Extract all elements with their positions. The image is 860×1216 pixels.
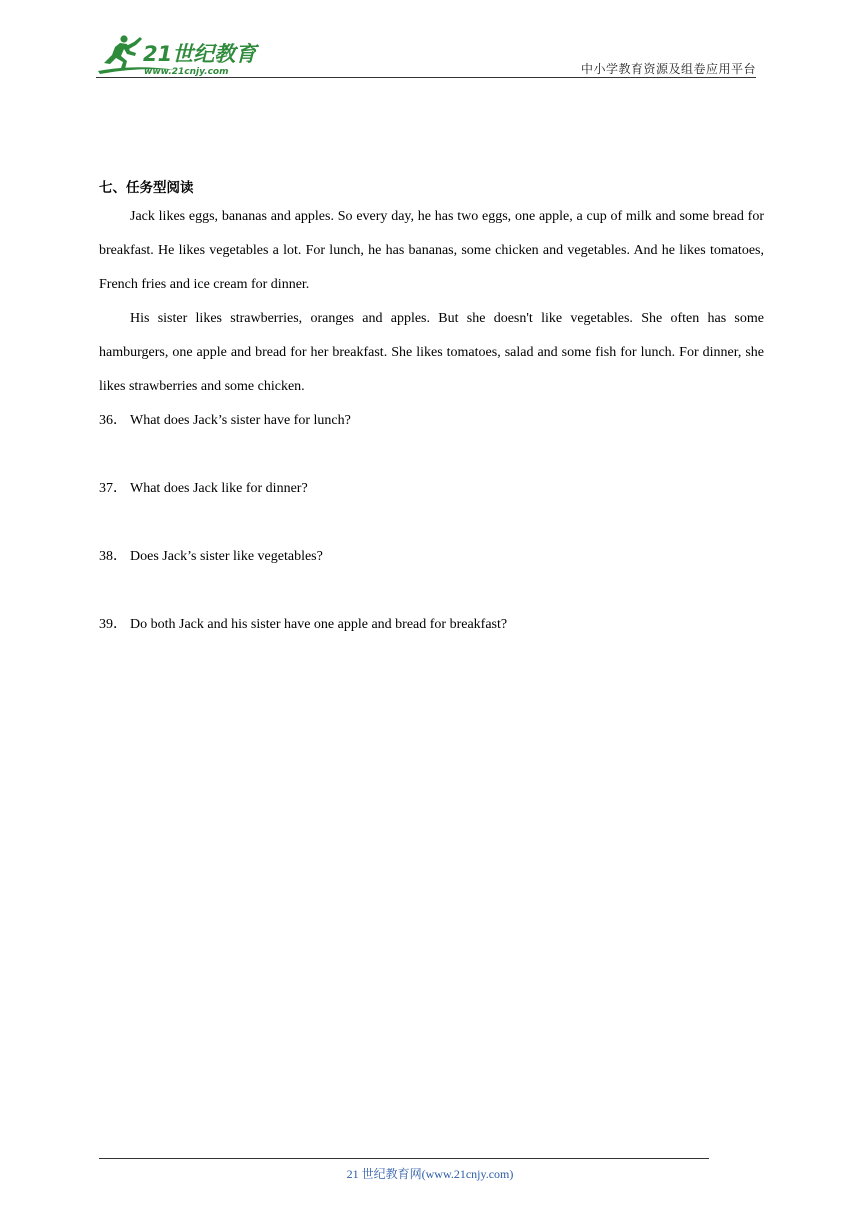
question-text: What does Jack’s sister have for lunch? [130, 413, 351, 428]
question-item [99, 540, 764, 574]
answer-space [99, 506, 764, 540]
passage-paragraph: His sister likes strawberries, oranges and apples. But she doesn't like vegetables. She often has some hamburgers, one apple and bread for her breakfast. She likes tomatoes, salad and some fish for lunch. For dinner, she likes strawberries and some chicken. [99, 311, 764, 394]
question-number: 36． [99, 413, 127, 428]
question-text: Do both Jack and his sister have one apple and bread for breakfast? [130, 617, 508, 632]
footer-link[interactable]: 21 世纪教育网(www.21cnjy.com) [346, 1167, 514, 1181]
question-item [99, 608, 764, 642]
logo-url-text: www.21cnjy.com [144, 67, 229, 76]
question-text: What does Jack like for dinner? [130, 481, 308, 496]
header-tagline: 中小学教育资源及组卷应用平台 [580, 62, 756, 76]
site-logo [96, 34, 261, 76]
page-header [96, 30, 756, 78]
header-divider [96, 77, 756, 78]
logo-text: 21世纪教育 [143, 42, 257, 66]
question-number: 38． [99, 549, 127, 564]
footer-divider [99, 1158, 709, 1159]
reading-section [99, 177, 764, 642]
passage-paragraph: Jack likes eggs, bananas and apples. So every day, he has two eggs, one apple, a cup of milk and some bread for breakfast. He likes vegetables a lot. For lunch, he has bananas, some chicken and vegetables. And he likes tomatoes, French fries and ice cream for dinner. [99, 209, 764, 292]
question-item [99, 472, 764, 506]
question-text: Does Jack’s sister like vegetables? [130, 549, 323, 564]
question-number: 37． [99, 481, 127, 496]
section-title: 七、任务型阅读 [99, 180, 194, 196]
answer-space [99, 574, 764, 608]
question-number: 39． [99, 617, 127, 632]
question-item [99, 404, 764, 438]
answer-space [99, 438, 764, 472]
